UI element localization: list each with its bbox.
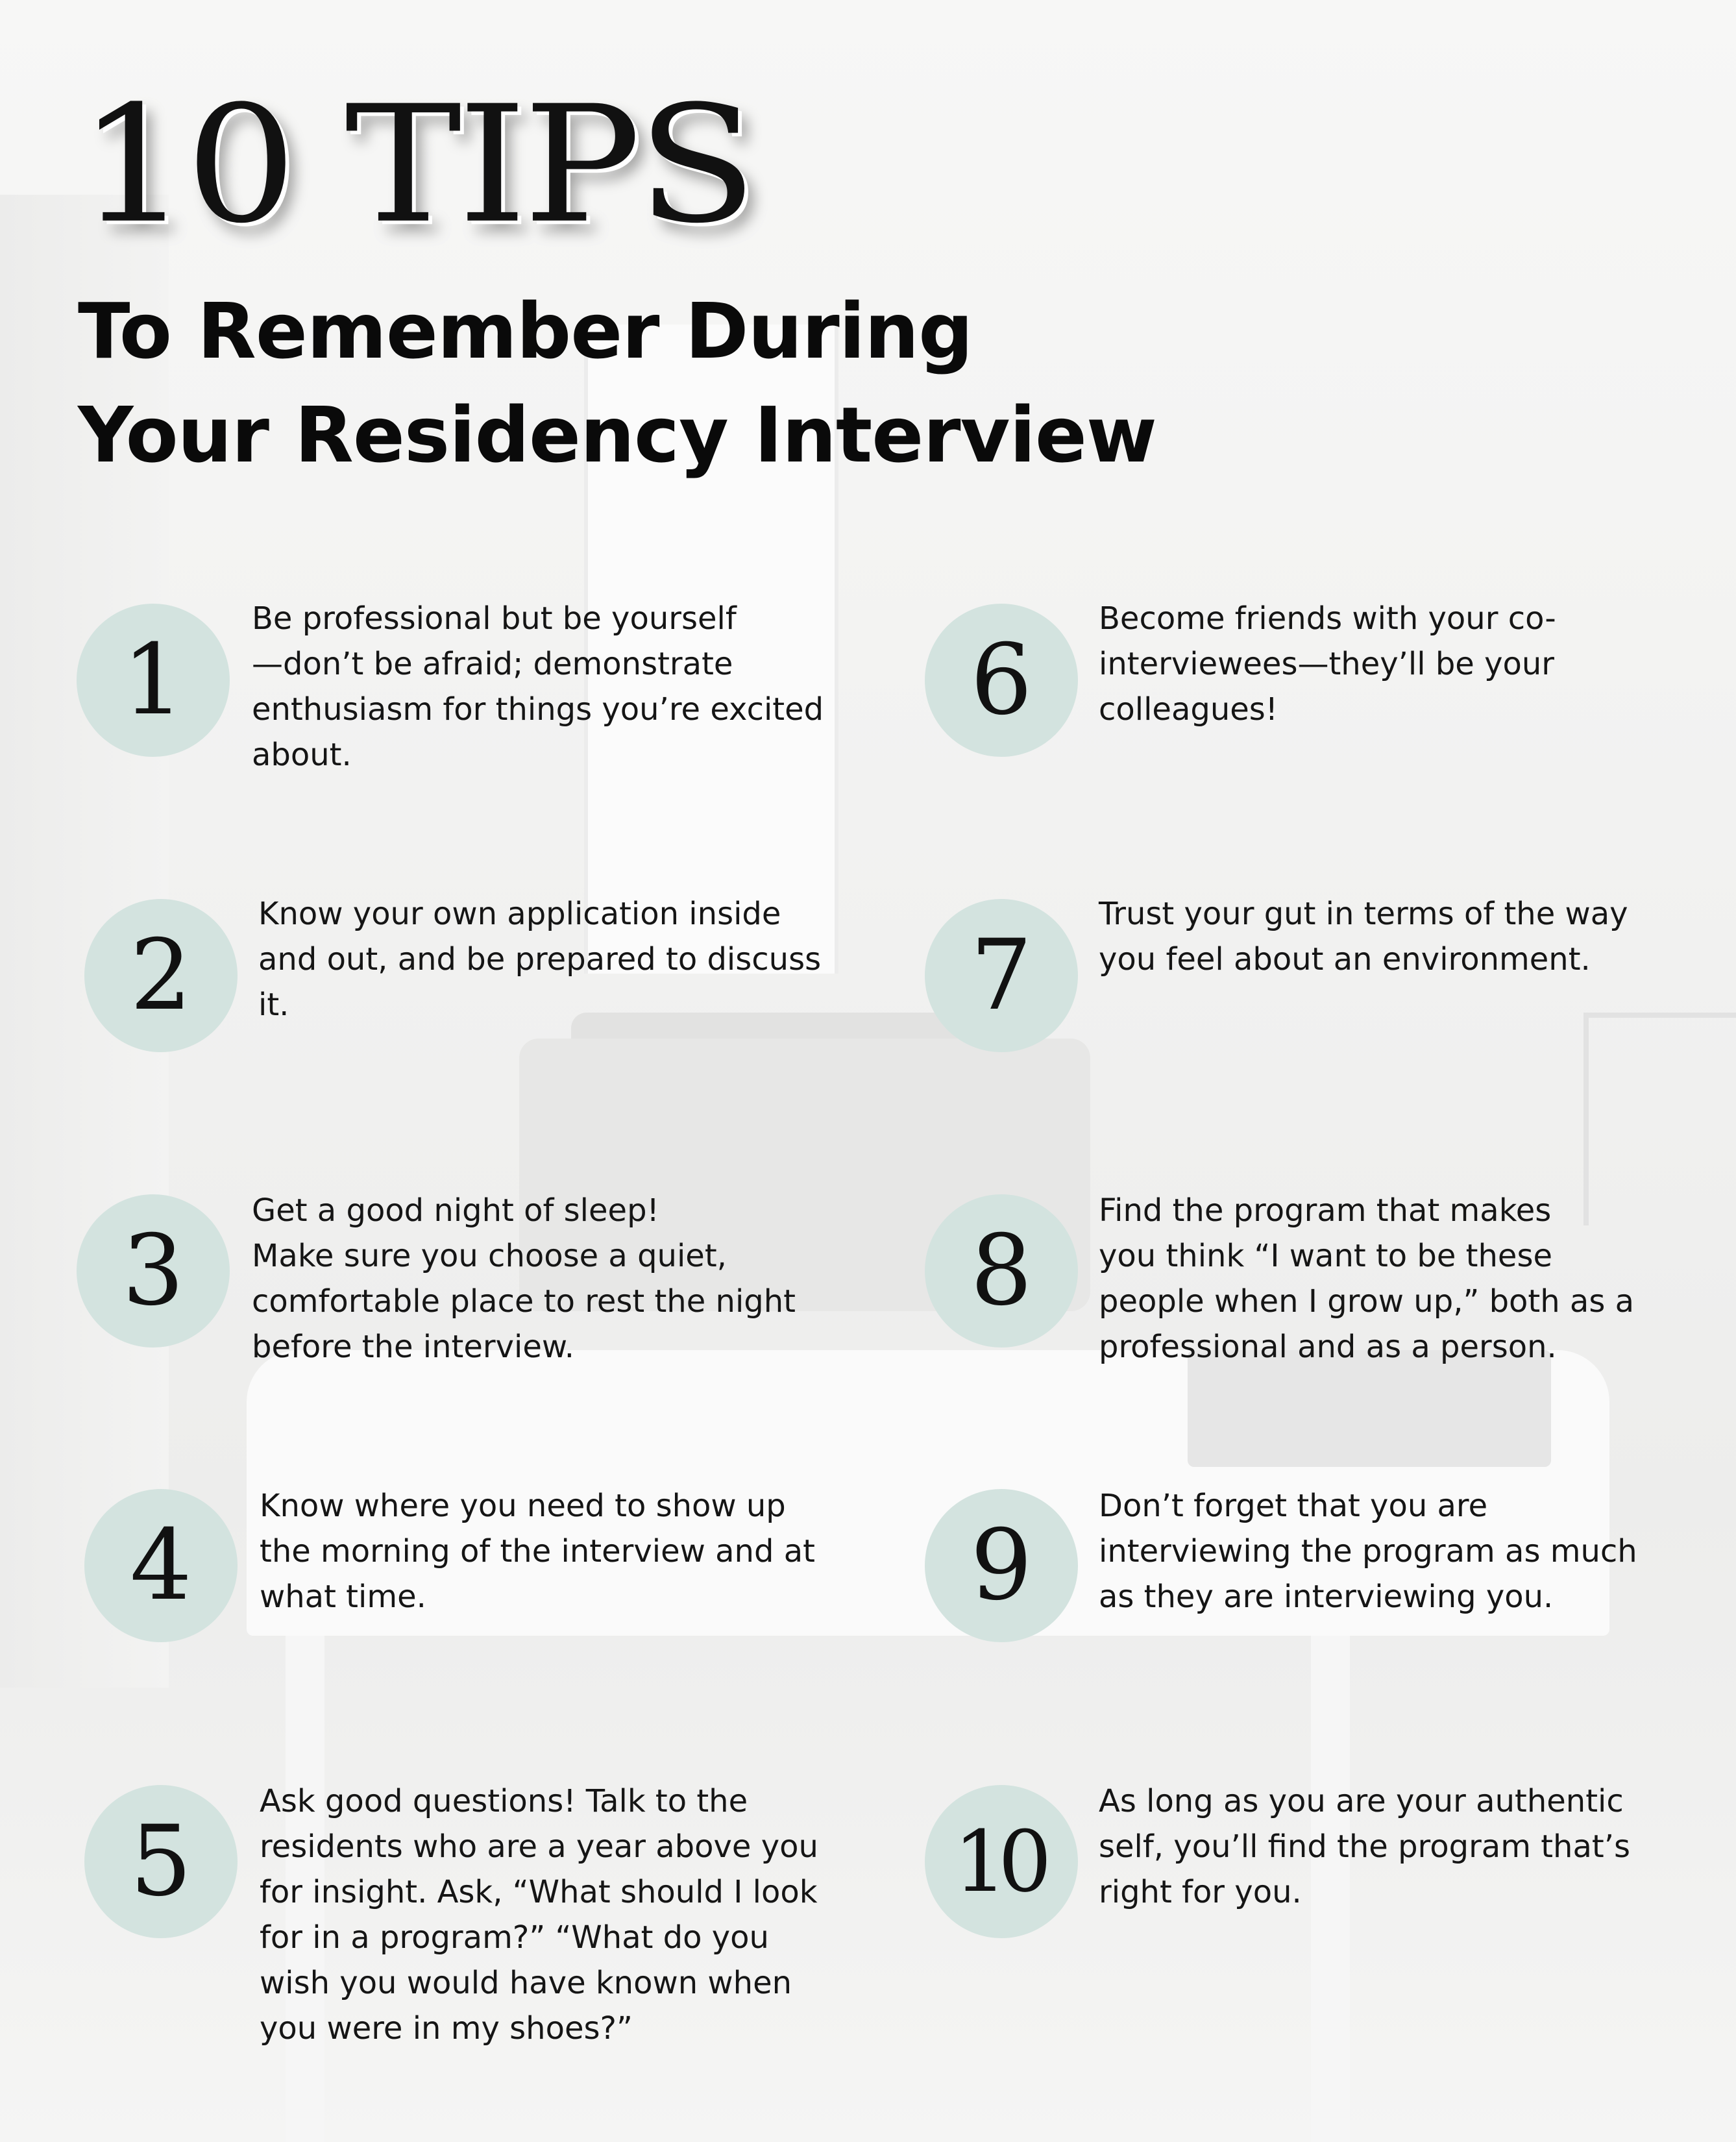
tip-number-badge: 10 bbox=[925, 1785, 1078, 1938]
tip-text: Be professional but be yourself —don’t be afraid; demonstrate enthusiasm for things you’re excited about. bbox=[252, 600, 824, 773]
tip-number-badge: 1 bbox=[77, 604, 230, 757]
tip-number-badge: 3 bbox=[77, 1194, 230, 1348]
page-subtitle bbox=[78, 279, 1156, 487]
page-title: 10 TIPS bbox=[78, 70, 753, 259]
tip-number-badge: 5 bbox=[84, 1785, 238, 1938]
tip-number-badge: 4 bbox=[84, 1489, 238, 1642]
tip-text: Find the program that makes you think “I want to be these people when I grow up,” both as a professional and as a person. bbox=[1099, 1192, 1634, 1365]
tip-number-badge: 6 bbox=[925, 604, 1078, 757]
tip-text: Get a good night of sleep! Make sure you choose a quiet, comfortable place to rest the night before the interview. bbox=[252, 1192, 796, 1365]
tip-number-badge: 8 bbox=[925, 1194, 1078, 1348]
tip-text: Know your own application inside and out, and be prepared to discuss it. bbox=[258, 896, 822, 1023]
tip-text: Don’t forget that you are interviewing the program as much as they are interviewing you. bbox=[1099, 1488, 1637, 1615]
subtitle-line-2: Your Residency Interview bbox=[78, 390, 1156, 480]
tip-text: As long as you are your authentic self, you’ll find the program that’s right for you. bbox=[1099, 1783, 1630, 1910]
tip-number-badge: 7 bbox=[925, 899, 1078, 1052]
tip-number-badge: 9 bbox=[925, 1489, 1078, 1642]
subtitle-line-1: To Remember During bbox=[78, 286, 973, 376]
tip-number-badge: 2 bbox=[84, 899, 238, 1052]
tip-text: Become friends with your co- interviewees—they’ll be your colleagues! bbox=[1099, 600, 1556, 728]
tip-text: Ask good questions! Talk to the residents who are a year above you for insight. Ask, “What should I look for in a program?” “What do you wish you would have known when you were in my shoes?” bbox=[260, 1783, 818, 2047]
tip-text: Trust your gut in terms of the way you feel about an environment. bbox=[1099, 896, 1628, 978]
tip-text: Know where you need to show up the morning of the interview and at what time. bbox=[260, 1488, 815, 1615]
